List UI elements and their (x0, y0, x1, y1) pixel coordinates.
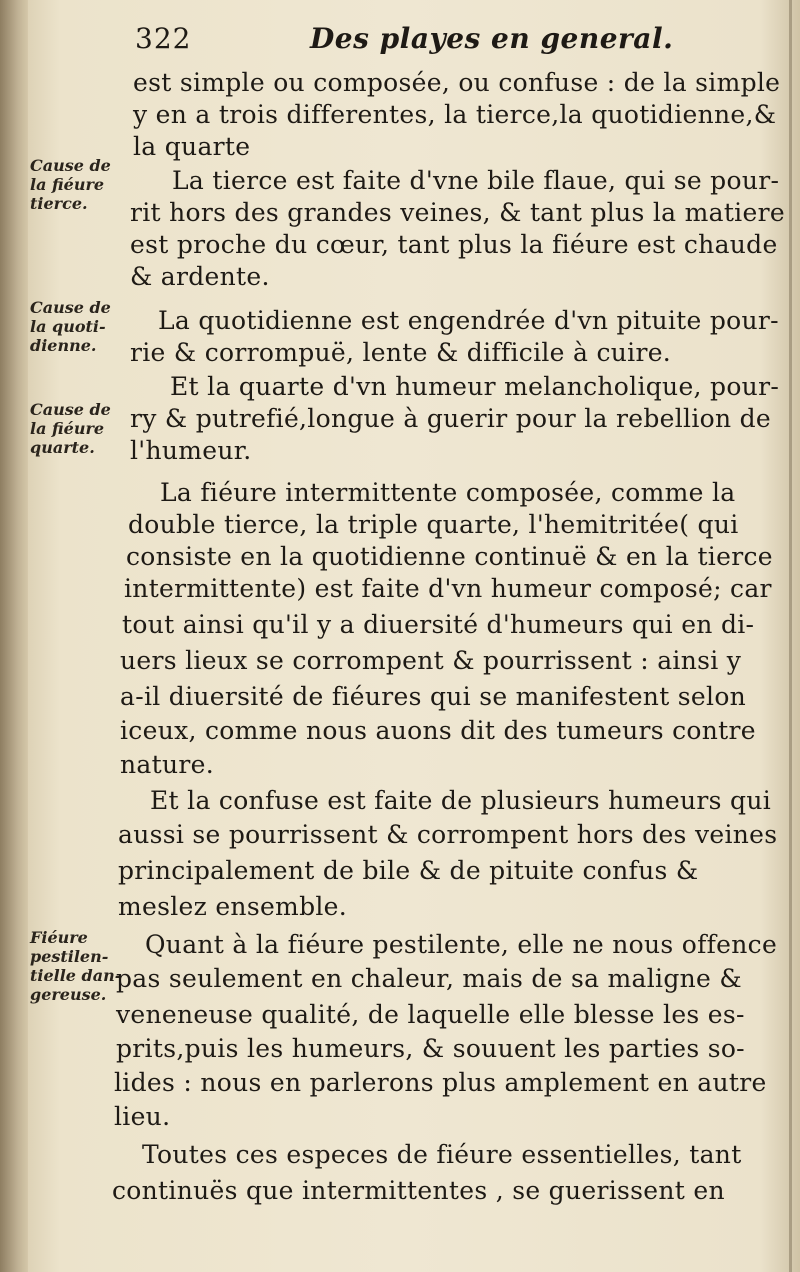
running-header (135, 22, 755, 62)
text-line: meslez ensemble. (118, 892, 348, 921)
text-line: pas seulement en chaleur, mais de sa maligne & (116, 964, 742, 993)
text-line: la quarte (133, 132, 251, 161)
margin-note-quarte (30, 400, 111, 457)
text-line: lieu. (114, 1102, 171, 1131)
margin-note-line: dienne. (30, 336, 97, 355)
text-line: nature. (120, 750, 214, 779)
page-number: 322 (135, 22, 192, 55)
text-line: lides : nous en parlerons plus amplement en autre (114, 1068, 767, 1097)
margin-note-line: Cause de (30, 400, 111, 419)
margin-note-line: tierce. (30, 194, 88, 213)
text-line: uers lieux se corrompent & pourrissent : ainsi y (120, 646, 742, 675)
text-line: est simple ou composée, ou confuse : de la simple (133, 68, 781, 97)
text-line: Et la confuse est faite de plusieurs humeurs qui (150, 786, 772, 815)
text-line: La fiéure intermittente composée, comme la (160, 478, 736, 507)
text-line: La quotidienne est engendrée d'vn pituite pour- (158, 306, 779, 335)
margin-note-line: tielle dan- (30, 966, 122, 985)
margin-note-line: pestilen- (30, 947, 109, 966)
text-line: Toutes ces especes de fiéure essentielles, tant (142, 1140, 742, 1169)
text-line: iceux, comme nous auons dit des tumeurs contre (120, 716, 756, 745)
book-spine-shadow (0, 0, 28, 1272)
page-edge (789, 0, 792, 1272)
text-line: intermittente) est faite d'vn humeur composé; car (124, 574, 772, 603)
text-line: Quant à la fiéure pestilente, elle ne nous offence (145, 930, 778, 959)
margin-note-quotidienne (30, 298, 111, 355)
margin-note-line: la fiéure (30, 175, 105, 194)
margin-note-line: la fiéure (30, 419, 105, 438)
text-line: a-il diuersité de fiéures qui se manifestent selon (120, 682, 747, 711)
text-line: tout ainsi qu'il y a diuersité d'humeurs qui en di- (122, 610, 755, 639)
text-line: principalement de bile & de pituite confus & (118, 856, 699, 885)
text-line: aussi se pourrissent & corrompent hors des veines (118, 820, 778, 849)
text-line: consiste en la quotidienne continuë & en la tierce (126, 542, 773, 571)
margin-note-line: Fiéure (30, 928, 88, 947)
text-line: double tierce, la triple quarte, l'hemitritée( qui (128, 510, 739, 539)
running-title: Des playes en general. (310, 22, 674, 55)
margin-note-line: Cause de (30, 156, 111, 175)
text-line: y en a trois differentes, la tierce,la quotidienne,& (133, 100, 777, 129)
text-line: Et la quarte d'vn humeur melancholique, pour- (170, 372, 780, 401)
text-line: est proche du cœur, tant plus la fiéure est chaude (130, 230, 778, 259)
margin-note-line: la quoti- (30, 317, 106, 336)
text-line: La tierce est faite d'vne bile flaue, qui se pour- (172, 166, 780, 195)
margin-note-line: gereuse. (30, 985, 107, 1004)
text-line: prits,puis les humeurs, & souuent les parties so- (116, 1034, 745, 1063)
text-line: veneneuse qualité, de laquelle elle blesse les es- (116, 1000, 745, 1029)
text-line: rie & corrompuë, lente & difficile à cuire. (130, 338, 672, 367)
text-line: l'humeur. (130, 436, 252, 465)
margin-note-tierce (30, 156, 111, 213)
text-line: ry & putrefié,longue à guerir pour la rebellion de (130, 404, 772, 433)
text-line: & ardente. (130, 262, 270, 291)
margin-note-pestilente (30, 928, 121, 1004)
text-line: continuës que intermittentes , se guerissent en (112, 1176, 725, 1205)
text-line: rit hors des grandes veines, & tant plus la matiere (130, 198, 785, 227)
margin-note-line: quarte. (30, 438, 95, 457)
margin-note-line: Cause de (30, 298, 111, 317)
